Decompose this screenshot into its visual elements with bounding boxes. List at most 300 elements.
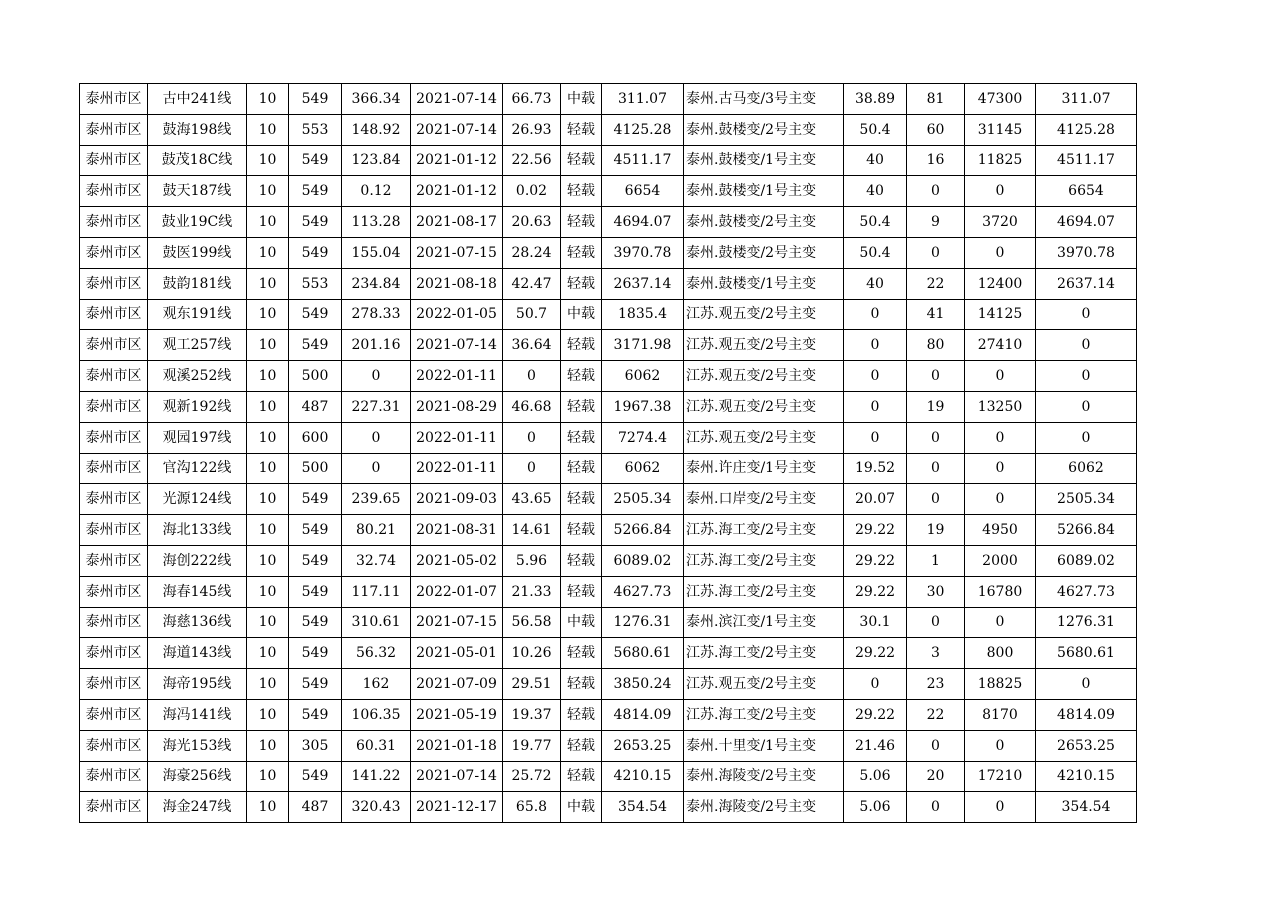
available-cell: 4125.28 [1036,114,1137,145]
count-cell: 41 [907,299,965,330]
load-rate-cell: 56.58 [503,607,561,638]
current-cell: 32.74 [342,545,411,576]
amount-cell: 11825 [965,145,1036,176]
amount-cell: 0 [965,607,1036,638]
transformer-load-cell: 0 [844,330,907,361]
load-rate-cell: 65.8 [503,792,561,823]
transformer-cell: 泰州.鼓楼变/1号主变 [684,268,844,299]
voltage-cell: 10 [247,607,289,638]
load-status-cell: 中载 [561,299,602,330]
current-cell: 0 [342,361,411,392]
line-name-cell: 鼓韵181线 [148,268,247,299]
transformer-cell: 泰州.海陵变/2号主变 [684,761,844,792]
count-cell: 30 [907,576,965,607]
load-rate-cell: 46.68 [503,391,561,422]
date-cell: 2021-07-14 [411,761,503,792]
table-row [80,361,1137,392]
voltage-cell: 10 [247,545,289,576]
capacity-cell: 549 [289,761,342,792]
district-cell: 泰州市区 [80,545,148,576]
table-row [80,268,1137,299]
count-cell: 0 [907,792,965,823]
margin-cell: 4627.73 [602,576,684,607]
district-cell: 泰州市区 [80,607,148,638]
load-status-cell: 轻载 [561,453,602,484]
transformer-load-cell: 40 [844,145,907,176]
count-cell: 19 [907,515,965,546]
table-row [80,453,1137,484]
voltage-cell: 10 [247,638,289,669]
date-cell: 2022-01-07 [411,576,503,607]
date-cell: 2022-01-11 [411,422,503,453]
district-cell: 泰州市区 [80,699,148,730]
date-cell: 2021-12-17 [411,792,503,823]
load-status-cell: 中载 [561,84,602,115]
district-cell: 泰州市区 [80,484,148,515]
voltage-cell: 10 [247,792,289,823]
capacity-cell: 487 [289,792,342,823]
district-cell: 泰州市区 [80,761,148,792]
load-status-cell: 轻载 [561,176,602,207]
transformer-load-cell: 5.06 [844,792,907,823]
available-cell: 2505.34 [1036,484,1137,515]
count-cell: 0 [907,484,965,515]
current-cell: 60.31 [342,730,411,761]
load-status-cell: 轻载 [561,145,602,176]
current-cell: 117.11 [342,576,411,607]
district-cell: 泰州市区 [80,391,148,422]
district-cell: 泰州市区 [80,453,148,484]
amount-cell: 0 [965,453,1036,484]
margin-cell: 2653.25 [602,730,684,761]
transformer-load-cell: 29.22 [844,638,907,669]
current-cell: 141.22 [342,761,411,792]
capacity-cell: 549 [289,515,342,546]
capacity-cell: 549 [289,145,342,176]
count-cell: 0 [907,176,965,207]
count-cell: 60 [907,114,965,145]
transformer-cell: 泰州.鼓楼变/1号主变 [684,176,844,207]
load-status-cell: 轻载 [561,391,602,422]
available-cell: 0 [1036,330,1137,361]
load-rate-cell: 43.65 [503,484,561,515]
transformer-cell: 江苏.海工变/2号主变 [684,699,844,730]
transformer-cell: 江苏.海工变/2号主变 [684,515,844,546]
date-cell: 2021-05-02 [411,545,503,576]
district-cell: 泰州市区 [80,145,148,176]
load-rate-cell: 19.77 [503,730,561,761]
date-cell: 2021-07-15 [411,607,503,638]
count-cell: 0 [907,453,965,484]
capacity-cell: 549 [289,699,342,730]
current-cell: 234.84 [342,268,411,299]
available-cell: 5266.84 [1036,515,1137,546]
date-cell: 2021-08-18 [411,268,503,299]
amount-cell: 0 [965,792,1036,823]
table-row [80,145,1137,176]
amount-cell: 800 [965,638,1036,669]
transformer-cell: 泰州.十里变/1号主变 [684,730,844,761]
amount-cell: 13250 [965,391,1036,422]
margin-cell: 4814.09 [602,699,684,730]
table-row [80,730,1137,761]
line-name-cell: 海春145线 [148,576,247,607]
amount-cell: 27410 [965,330,1036,361]
table-row [80,330,1137,361]
line-name-cell: 观工257线 [148,330,247,361]
table-row [80,792,1137,823]
load-status-cell: 轻载 [561,330,602,361]
load-status-cell: 轻载 [561,422,602,453]
transformer-cell: 江苏.观五变/2号主变 [684,330,844,361]
amount-cell: 0 [965,484,1036,515]
load-rate-cell: 26.93 [503,114,561,145]
transformer-load-cell: 0 [844,299,907,330]
load-status-cell: 轻载 [561,114,602,145]
capacity-cell: 549 [289,545,342,576]
capacity-cell: 549 [289,330,342,361]
table-row [80,515,1137,546]
table-row [80,84,1137,115]
district-cell: 泰州市区 [80,176,148,207]
count-cell: 0 [907,607,965,638]
amount-cell: 17210 [965,761,1036,792]
amount-cell: 8170 [965,699,1036,730]
load-rate-cell: 50.7 [503,299,561,330]
line-name-cell: 鼓医199线 [148,237,247,268]
current-cell: 0.12 [342,176,411,207]
load-rate-cell: 25.72 [503,761,561,792]
amount-cell: 3720 [965,207,1036,238]
load-status-cell: 轻载 [561,638,602,669]
load-rate-cell: 0 [503,453,561,484]
voltage-cell: 10 [247,730,289,761]
transformer-cell: 泰州.滨江变/1号主变 [684,607,844,638]
available-cell: 4694.07 [1036,207,1137,238]
voltage-cell: 10 [247,391,289,422]
district-cell: 泰州市区 [80,792,148,823]
capacity-cell: 600 [289,422,342,453]
load-rate-cell: 29.51 [503,669,561,700]
transformer-load-cell: 38.89 [844,84,907,115]
current-cell: 0 [342,453,411,484]
current-cell: 113.28 [342,207,411,238]
load-status-cell: 轻载 [561,669,602,700]
line-name-cell: 海道143线 [148,638,247,669]
load-rate-cell: 0.02 [503,176,561,207]
table-row [80,761,1137,792]
transformer-cell: 泰州.古马变/3号主变 [684,84,844,115]
margin-cell: 311.07 [602,84,684,115]
load-status-cell: 轻载 [561,699,602,730]
count-cell: 81 [907,84,965,115]
current-cell: 320.43 [342,792,411,823]
capacity-cell: 549 [289,237,342,268]
transformer-load-cell: 0 [844,669,907,700]
capacity-cell: 549 [289,299,342,330]
transformer-cell: 江苏.海工变/2号主变 [684,638,844,669]
voltage-cell: 10 [247,669,289,700]
district-cell: 泰州市区 [80,638,148,669]
count-cell: 80 [907,330,965,361]
transformer-cell: 泰州.鼓楼变/2号主变 [684,237,844,268]
current-cell: 148.92 [342,114,411,145]
district-cell: 泰州市区 [80,330,148,361]
count-cell: 3 [907,638,965,669]
transformer-load-cell: 29.22 [844,576,907,607]
table-row [80,669,1137,700]
date-cell: 2021-08-29 [411,391,503,422]
current-cell: 310.61 [342,607,411,638]
voltage-cell: 10 [247,114,289,145]
voltage-cell: 10 [247,576,289,607]
district-cell: 泰州市区 [80,730,148,761]
available-cell: 0 [1036,361,1137,392]
margin-cell: 2505.34 [602,484,684,515]
transformer-load-cell: 50.4 [844,207,907,238]
date-cell: 2021-05-01 [411,638,503,669]
table-row [80,422,1137,453]
margin-cell: 6062 [602,361,684,392]
load-rate-cell: 19.37 [503,699,561,730]
table-row [80,545,1137,576]
load-rate-cell: 42.47 [503,268,561,299]
transformer-cell: 泰州.鼓楼变/2号主变 [684,114,844,145]
load-status-cell: 轻载 [561,268,602,299]
transformer-load-cell: 0 [844,361,907,392]
count-cell: 0 [907,422,965,453]
amount-cell: 0 [965,361,1036,392]
date-cell: 2021-08-31 [411,515,503,546]
available-cell: 2653.25 [1036,730,1137,761]
district-cell: 泰州市区 [80,361,148,392]
load-status-cell: 轻载 [561,761,602,792]
available-cell: 6062 [1036,453,1137,484]
date-cell: 2021-07-14 [411,114,503,145]
load-rate-cell: 36.64 [503,330,561,361]
district-cell: 泰州市区 [80,422,148,453]
load-status-cell: 轻载 [561,730,602,761]
capacity-cell: 500 [289,453,342,484]
margin-cell: 7274.4 [602,422,684,453]
transformer-load-cell: 29.22 [844,515,907,546]
district-cell: 泰州市区 [80,114,148,145]
load-status-cell: 轻载 [561,576,602,607]
margin-cell: 2637.14 [602,268,684,299]
margin-cell: 4694.07 [602,207,684,238]
line-name-cell: 观溪252线 [148,361,247,392]
transformer-load-cell: 5.06 [844,761,907,792]
count-cell: 22 [907,268,965,299]
available-cell: 354.54 [1036,792,1137,823]
load-rate-cell: 5.96 [503,545,561,576]
load-status-cell: 轻载 [561,207,602,238]
current-cell: 366.34 [342,84,411,115]
load-status-cell: 中载 [561,607,602,638]
transformer-cell: 江苏.观五变/2号主变 [684,669,844,700]
current-cell: 123.84 [342,145,411,176]
count-cell: 23 [907,669,965,700]
transformer-cell: 江苏.观五变/2号主变 [684,299,844,330]
date-cell: 2021-07-14 [411,330,503,361]
transformer-cell: 江苏.观五变/2号主变 [684,391,844,422]
load-rate-cell: 21.33 [503,576,561,607]
count-cell: 1 [907,545,965,576]
line-name-cell: 观园197线 [148,422,247,453]
amount-cell: 47300 [965,84,1036,115]
load-rate-cell: 66.73 [503,84,561,115]
amount-cell: 0 [965,176,1036,207]
load-status-cell: 轻载 [561,545,602,576]
available-cell: 6089.02 [1036,545,1137,576]
capacity-cell: 549 [289,576,342,607]
voltage-cell: 10 [247,484,289,515]
amount-cell: 31145 [965,114,1036,145]
voltage-cell: 10 [247,453,289,484]
table-row [80,391,1137,422]
line-name-cell: 海豪256线 [148,761,247,792]
voltage-cell: 10 [247,422,289,453]
transformer-load-cell: 40 [844,268,907,299]
available-cell: 311.07 [1036,84,1137,115]
amount-cell: 0 [965,730,1036,761]
current-cell: 201.16 [342,330,411,361]
capacity-cell: 305 [289,730,342,761]
line-name-cell: 鼓业19C线 [148,207,247,238]
table-row [80,699,1137,730]
available-cell: 0 [1036,299,1137,330]
date-cell: 2021-01-12 [411,145,503,176]
line-name-cell: 古中241线 [148,84,247,115]
margin-cell: 4210.15 [602,761,684,792]
transformer-load-cell: 21.46 [844,730,907,761]
load-rate-cell: 0 [503,361,561,392]
line-name-cell: 观新192线 [148,391,247,422]
margin-cell: 1967.38 [602,391,684,422]
current-cell: 155.04 [342,237,411,268]
date-cell: 2022-01-05 [411,299,503,330]
district-cell: 泰州市区 [80,237,148,268]
load-status-cell: 轻载 [561,515,602,546]
transformer-load-cell: 0 [844,391,907,422]
transformer-cell: 江苏.海工变/2号主变 [684,545,844,576]
date-cell: 2021-07-14 [411,84,503,115]
transformer-cell: 泰州.许庄变/1号主变 [684,453,844,484]
available-cell: 6654 [1036,176,1137,207]
count-cell: 0 [907,237,965,268]
margin-cell: 6089.02 [602,545,684,576]
transformer-load-cell: 29.22 [844,699,907,730]
line-name-cell: 鼓茂18C线 [148,145,247,176]
load-status-cell: 中载 [561,792,602,823]
margin-cell: 3970.78 [602,237,684,268]
load-status-cell: 轻载 [561,484,602,515]
transformer-load-cell: 50.4 [844,237,907,268]
line-name-cell: 海冯141线 [148,699,247,730]
table-row [80,638,1137,669]
current-cell: 106.35 [342,699,411,730]
district-cell: 泰州市区 [80,669,148,700]
voltage-cell: 10 [247,761,289,792]
table-row [80,114,1137,145]
margin-cell: 6654 [602,176,684,207]
available-cell: 4627.73 [1036,576,1137,607]
voltage-cell: 10 [247,330,289,361]
current-cell: 278.33 [342,299,411,330]
margin-cell: 3171.98 [602,330,684,361]
district-cell: 泰州市区 [80,84,148,115]
margin-cell: 6062 [602,453,684,484]
line-name-cell: 鼓天187线 [148,176,247,207]
available-cell: 2637.14 [1036,268,1137,299]
date-cell: 2022-01-11 [411,361,503,392]
capacity-cell: 549 [289,84,342,115]
capacity-cell: 549 [289,607,342,638]
capacity-cell: 553 [289,268,342,299]
transformer-cell: 泰州.海陵变/2号主变 [684,792,844,823]
table-row [80,484,1137,515]
table-row [80,207,1137,238]
amount-cell: 4950 [965,515,1036,546]
amount-cell: 2000 [965,545,1036,576]
capacity-cell: 553 [289,114,342,145]
margin-cell: 1276.31 [602,607,684,638]
table-row [80,237,1137,268]
current-cell: 80.21 [342,515,411,546]
capacity-cell: 549 [289,176,342,207]
line-name-cell: 海金247线 [148,792,247,823]
amount-cell: 18825 [965,669,1036,700]
line-name-cell: 海光153线 [148,730,247,761]
table-row [80,607,1137,638]
voltage-cell: 10 [247,145,289,176]
capacity-cell: 500 [289,361,342,392]
transformer-cell: 江苏.海工变/2号主变 [684,576,844,607]
line-name-cell: 海慈136线 [148,607,247,638]
available-cell: 4511.17 [1036,145,1137,176]
line-name-cell: 海北133线 [148,515,247,546]
margin-cell: 4125.28 [602,114,684,145]
transformer-load-cell: 30.1 [844,607,907,638]
district-cell: 泰州市区 [80,515,148,546]
load-status-cell: 轻载 [561,237,602,268]
voltage-cell: 10 [247,237,289,268]
available-cell: 0 [1036,391,1137,422]
current-cell: 227.31 [342,391,411,422]
count-cell: 19 [907,391,965,422]
count-cell: 16 [907,145,965,176]
count-cell: 20 [907,761,965,792]
amount-cell: 14125 [965,299,1036,330]
current-cell: 0 [342,422,411,453]
capacity-cell: 549 [289,207,342,238]
transformer-load-cell: 50.4 [844,114,907,145]
transformer-load-cell: 0 [844,422,907,453]
date-cell: 2021-05-19 [411,699,503,730]
transformer-cell: 江苏.观五变/2号主变 [684,361,844,392]
count-cell: 9 [907,207,965,238]
available-cell: 4210.15 [1036,761,1137,792]
district-cell: 泰州市区 [80,207,148,238]
available-cell: 5680.61 [1036,638,1137,669]
transformer-cell: 泰州.鼓楼变/1号主变 [684,145,844,176]
load-rate-cell: 20.63 [503,207,561,238]
count-cell: 22 [907,699,965,730]
table-row [80,176,1137,207]
line-name-cell: 海帝195线 [148,669,247,700]
available-cell: 3970.78 [1036,237,1137,268]
line-name-cell: 光源124线 [148,484,247,515]
